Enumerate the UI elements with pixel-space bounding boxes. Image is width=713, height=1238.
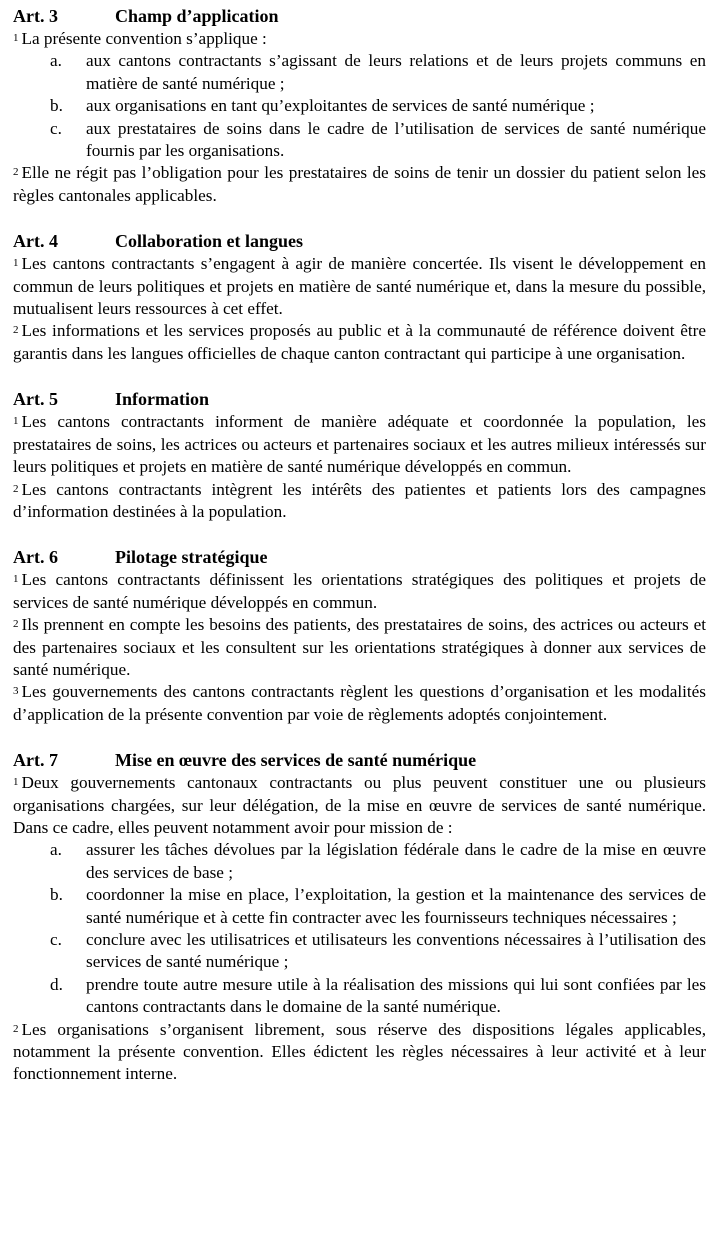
item-letter: a. (50, 840, 62, 860)
article-number: Art. 5 (13, 389, 58, 410)
article-title: Information (115, 389, 209, 410)
article-number: Art. 7 (13, 750, 58, 771)
item-letter: a. (50, 51, 62, 71)
paragraph-number: 1 (13, 573, 19, 586)
paragraph-number: 1 (13, 257, 19, 270)
article-3 (13, 4, 706, 207)
article-heading (13, 4, 706, 28)
list-item (13, 118, 706, 163)
item-text: assurer les tâches dévolues par la législation fédérale dans le cadre de la mise en œuvre des services de base ; (86, 840, 706, 882)
list-item (13, 929, 706, 974)
paragraph-number: 1 (13, 32, 19, 44)
article-number: Art. 6 (13, 547, 58, 568)
paragraph (13, 772, 706, 839)
paragraph (13, 1019, 706, 1086)
paragraph-number: 1 (13, 415, 19, 428)
paragraph-text: Les cantons contractants s’engagent à agir de manière concertée. Ils visent le développement en commun de leurs politiques et projets en matière de santé numérique et, dans la mesure du possible, mutualisent leurs ressources à cet effet. (13, 254, 706, 319)
item-letter: b. (50, 885, 63, 905)
item-text: aux cantons contractants s’agissant de leurs relations et de leurs projets communs en matière de santé numérique ; (86, 51, 706, 93)
article-title: Mise en œuvre des services de santé numérique (115, 750, 477, 771)
paragraph-text: Les gouvernements des cantons contractants règlent les questions d’organisation et les modalités d’application de la présente convention par voie de règlements adoptés conjointement. (13, 682, 706, 724)
item-text: aux organisations en tant qu’exploitantes de services de santé numérique ; (86, 96, 595, 116)
paragraph-number: 3 (13, 685, 19, 698)
paragraph-text: Les organisations s’organisent librement, sous réserve des dispositions légales applicables, notamment la présente convention. Elles édictent les règles nécessaires à leur activité et à leur fonctionnement interne. (13, 1019, 706, 1084)
paragraph-text: Ils prennent en compte les besoins des patients, des prestataires de soins, des actrices ou acteurs et des partenaires sociaux et les consultent sur les orientations stratégiques à donner aux services de santé numérique. (13, 615, 706, 679)
item-text: conclure avec les utilisatrices et utilisateurs les conventions nécessaires à l’utilisation des services de santé numérique ; (86, 930, 706, 972)
list-item (13, 839, 706, 884)
paragraph-number: 2 (13, 482, 19, 495)
article-number: Art. 4 (13, 231, 58, 252)
paragraph (13, 162, 706, 207)
paragraph-text: Les cantons contractants informent de manière adéquate et coordonnée la population, les prestataires de soins, les actrices ou acteurs et partenaires sociaux et les autres milieux intéressés sur leurs politiques et projets en matière de santé numérique développés en commun. (13, 412, 706, 477)
item-letter: d. (50, 974, 63, 994)
paragraph-number: 1 (13, 776, 19, 789)
paragraph-text: Deux gouvernements cantonaux contractants ou plus peuvent constituer une ou plusieurs organisations chargées, sur leur délégation, de la mise en œuvre de services de santé numérique. Dans ce cadre, elles peuvent notamment avoir pour mission de : (13, 773, 706, 837)
paragraph-number: 2 (13, 618, 19, 631)
article-title: Collaboration et langues (115, 231, 304, 252)
paragraph-text: Elle ne régit pas l’obligation pour les prestataires de soins de tenir un dossier du patient selon les règles cantonales applicables. (13, 163, 706, 205)
item-text: aux prestataires de soins dans le cadre de l’utilisation de services de santé numérique fournis par les organisations. (86, 118, 706, 161)
paragraph-number: 2 (13, 1022, 19, 1035)
paragraph (13, 569, 706, 614)
paragraph (13, 681, 706, 726)
paragraph-text: La présente convention s’applique : (21, 29, 267, 48)
paragraph-text: Les cantons contractants définissent les orientations stratégiques des politiques et projets de services de santé numérique développés en commun. (13, 570, 706, 612)
item-letter: c. (50, 118, 62, 138)
item-text: coordonner la mise en place, l’exploitation, la gestion et la maintenance des services de santé numérique et à cette fin contracter avec les fournisseurs techniques nécessaires ; (86, 885, 706, 927)
paragraph (13, 320, 706, 365)
enumeration-list (13, 839, 706, 1018)
article-heading (13, 387, 706, 411)
paragraph-number: 2 (13, 166, 19, 179)
list-item (13, 974, 706, 1019)
enumeration-list (13, 50, 706, 162)
article-title: Pilotage stratégique (115, 547, 268, 568)
paragraph-text: Les cantons contractants intègrent les intérêts des patientes et patients lors des campagnes d’information destinées à la population. (13, 479, 706, 521)
article-number: Art. 3 (13, 6, 58, 26)
article-5 (13, 387, 706, 523)
item-letter: b. (50, 96, 63, 116)
article-6 (13, 545, 706, 726)
list-item (13, 50, 706, 95)
list-item (13, 95, 706, 117)
article-heading (13, 748, 706, 772)
paragraph (13, 614, 706, 681)
paragraph (13, 28, 706, 50)
item-letter: c. (50, 930, 62, 949)
article-heading (13, 545, 706, 569)
paragraph (13, 479, 706, 524)
paragraph-text: Les informations et les services proposés au public et à la communauté de référence doivent être garantis dans les langues officielles de chaque canton contractant qui participe à une organisation. (13, 321, 706, 363)
article-heading (13, 229, 706, 253)
paragraph (13, 253, 706, 320)
article-title: Champ d’application (115, 6, 279, 26)
article-7 (13, 748, 706, 1086)
paragraph-number: 2 (13, 324, 19, 337)
item-text: prendre toute autre mesure utile à la réalisation des missions qui lui sont confiées par les cantons contractants dans le domaine de la santé numérique. (86, 974, 706, 1017)
paragraph (13, 411, 706, 478)
list-item (13, 884, 706, 929)
article-4 (13, 229, 706, 365)
